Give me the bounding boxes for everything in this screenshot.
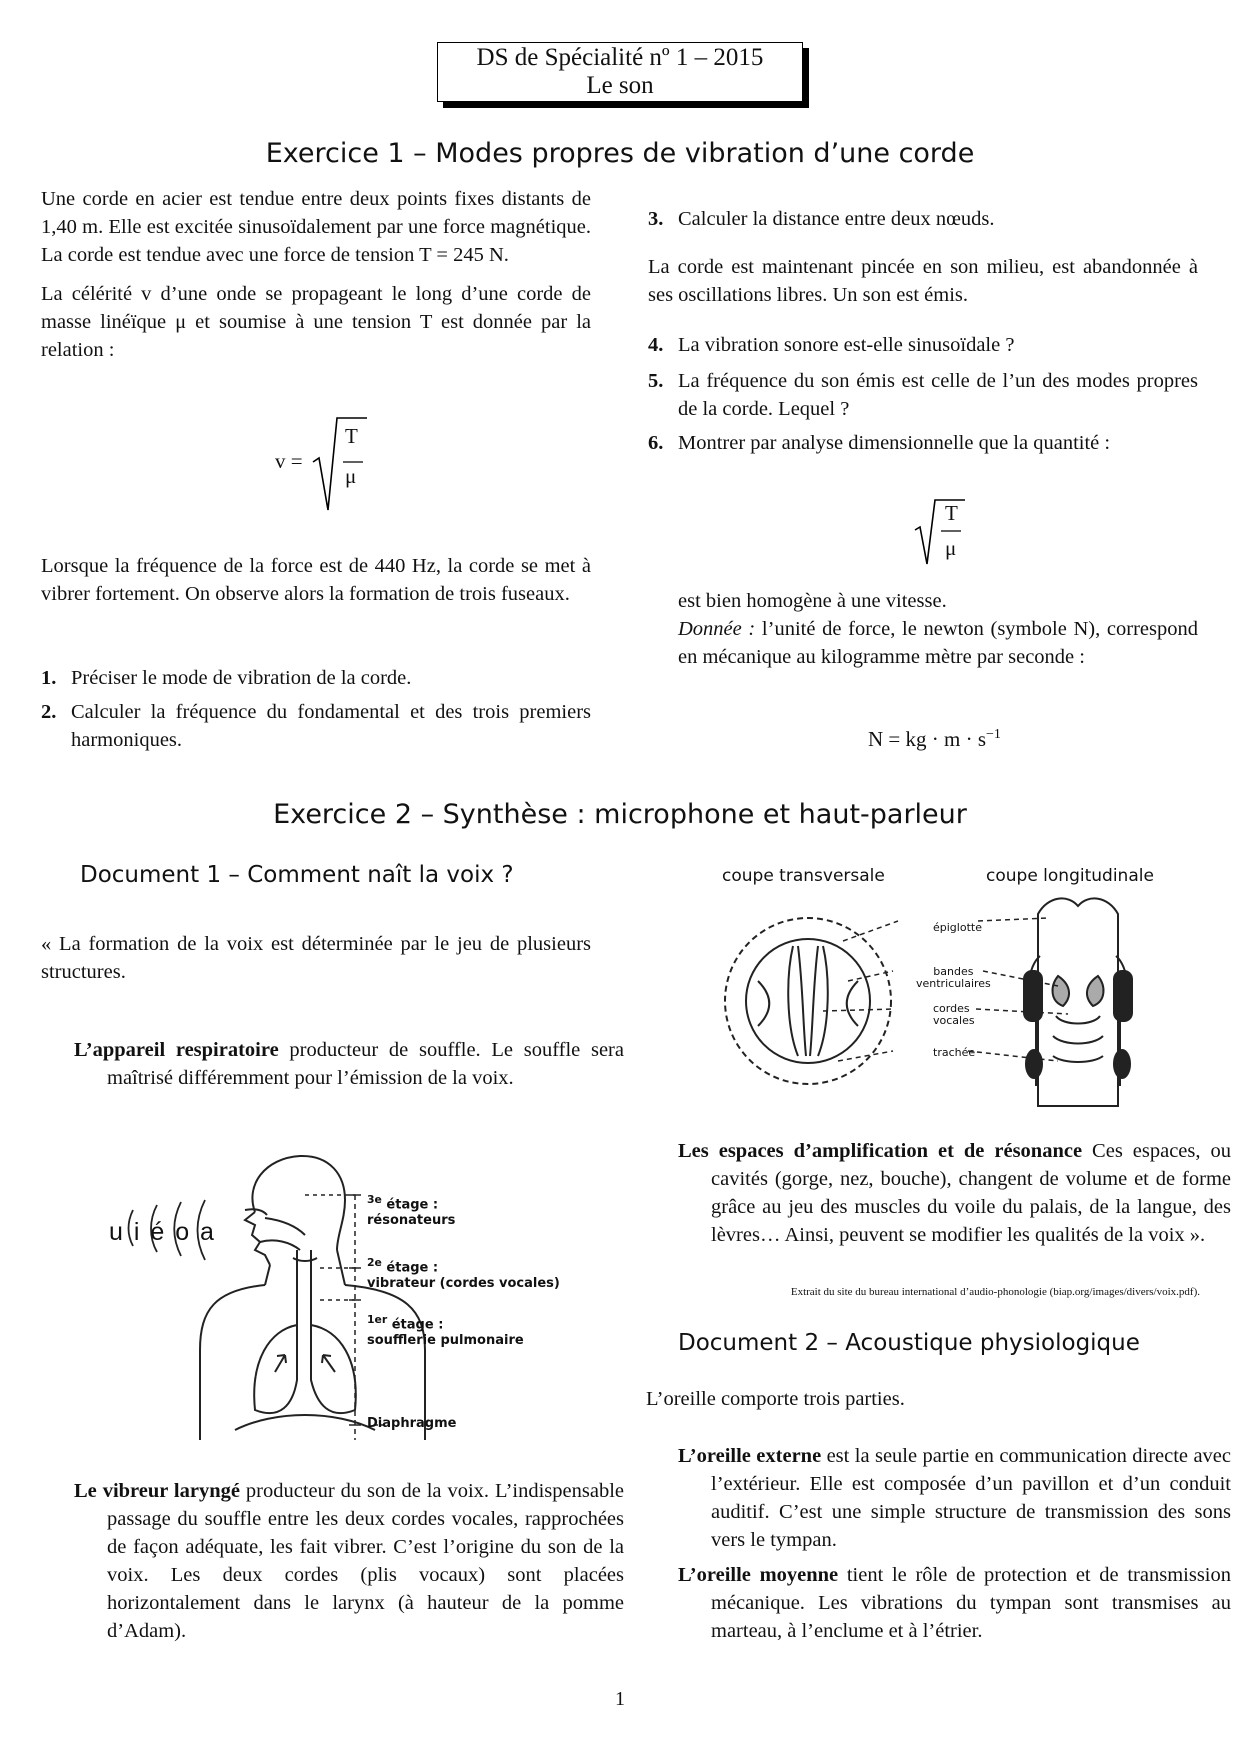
ex1-mid-text: La corde est maintenant pincée en son milieu, est abandonnée à ses oscillations libres. Un son est émis. <box>648 256 1198 306</box>
etage1-label <box>367 1312 524 1349</box>
doc1-intro: « La formation de la voix est déterminée par le jeu de plusieurs structures. <box>41 933 591 983</box>
ext-bold: L’oreille externe <box>678 1445 822 1467</box>
title-line1: DS de Spécialité nº 1 – 2015 <box>476 44 764 71</box>
formula-lhs: v = <box>275 449 303 473</box>
q6-formula <box>913 496 993 570</box>
question-number: 2. <box>41 701 57 723</box>
larynx-text: producteur du son de la voix. L’indispensable passage du souffle entre les deux cordes vocales, rapprochées de façon adéquate, les fait vibrer. C’est l’origine du son de la voix. Les deux cordes (plis vocaux) sont placées horizontalement dans le larynx (à hauteur de la pomme d’Adam). <box>107 1480 625 1642</box>
etage3-line2: résonateurs <box>367 1213 456 1229</box>
question-5 <box>648 367 1198 423</box>
oreille-moyenne <box>678 1561 1231 1645</box>
etage1-line1 <box>367 1312 524 1333</box>
newton-formula-text: N = kg · m · s <box>868 727 987 751</box>
etage3-sup: 3e <box>367 1193 382 1206</box>
etage2-label <box>367 1255 560 1292</box>
cordes-line2: vocales <box>933 1014 975 1027</box>
vowels-label: u i é o a <box>109 1218 216 1246</box>
vibreur-larynge <box>74 1477 624 1645</box>
etage3-text: étage : <box>381 1197 439 1213</box>
bandes-line2: ventriculaires <box>916 977 991 990</box>
question-3 <box>648 205 1198 233</box>
espaces-amplification <box>678 1137 1231 1249</box>
question-1 <box>41 664 591 692</box>
moy-text: tient le rôle de protection et de transmission mécanique. Les vibrations du tympan sont transmises au marteau, à l’enclume et à l’étrier. <box>711 1564 1231 1642</box>
page-number: 1 <box>615 1688 625 1710</box>
espaces-text: Ces espaces, ou cavités (gorge, nez, bouche), changent de volume et de forme grâce au jeu des muscles du voile du palais, de la langue, des lèvres… Ainsi, peuvent se modifier les qualités de la voix ». <box>711 1140 1231 1246</box>
question-text: La vibration sonore est-elle sinusoïdale ? <box>678 334 1015 356</box>
ext-text: est la seule partie en communication directe avec l’extérieur. Elle est composée d’un pavillon et d’un conduit auditif. C’est une simple structure de transmission des sons vers le tympan. <box>711 1445 1231 1551</box>
sqrt-sign <box>311 412 373 522</box>
question-number: 5. <box>648 370 664 392</box>
question-number: 1. <box>41 667 57 689</box>
formula-denominator: μ <box>945 536 957 560</box>
document2-heading: Document 2 – Acoustique physiologique <box>678 1330 1140 1356</box>
newton-exponent: −1 <box>986 727 1001 742</box>
formula-denominator: μ <box>345 464 357 488</box>
question-text: Montrer par analyse dimensionnelle que la quantité : <box>678 432 1111 454</box>
donnee-text: l’unité de force, le newton (symbole N), correspond en mécanique au kilogramme mètre par seconde : <box>678 618 1198 668</box>
coupe-transversale-label: coupe transversale <box>722 866 885 886</box>
exercise2-heading: Exercice 2 – Synthèse : microphone et haut-parleur <box>273 799 967 830</box>
resp-text: producteur de souffle. Le souffle sera maîtrisé différemment pour l’émission de la voix. <box>107 1039 624 1089</box>
ex1-intro1: Une corde en acier est tendue entre deux points fixes distants de 1,40 m. Elle est excitée sinusoïdalement par une force magnétique. La corde est tendue avec une force de tension T = 245 N. <box>41 188 591 266</box>
donnee <box>678 615 1198 671</box>
bandes-label <box>916 966 991 990</box>
title-line2: Le son <box>586 72 654 99</box>
cordes-line1: cordes <box>933 1002 970 1015</box>
etage2-text: étage : <box>381 1260 439 1276</box>
celerity-formula <box>275 412 375 522</box>
moy-bold: L’oreille moyenne <box>678 1564 839 1586</box>
exercise1-heading: Exercice 1 – Modes propres de vibration d’une corde <box>265 138 975 169</box>
oreille-externe <box>678 1442 1231 1554</box>
doc2-intro: L’oreille comporte trois parties. <box>646 1388 905 1410</box>
espaces-bold: Les espaces d’amplification et de résonance <box>678 1140 1083 1162</box>
trachee-label: trachée <box>933 1046 976 1059</box>
title-box <box>437 42 803 102</box>
ex1-intro2: La célérité v d’une onde se propageant le long d’une corde de masse linéïque μ et soumise à une tension T est donnée par la relation : <box>41 283 591 361</box>
etage2-line1 <box>367 1255 560 1276</box>
document1-heading: Document 1 – Comment naît la voix ? <box>80 862 514 888</box>
question-4 <box>648 331 1198 359</box>
epiglotte-label: épiglotte <box>933 921 982 934</box>
formula-numerator: T <box>345 424 358 448</box>
question-number: 3. <box>648 208 664 230</box>
q6-after: est bien homogène à une vitesse. <box>678 590 947 612</box>
respiratory-figure <box>105 1150 585 1440</box>
cordes-label <box>933 1003 975 1027</box>
sqrt-sign <box>913 496 975 570</box>
resp-bold: L’appareil respiratoire <box>74 1039 279 1061</box>
larynx-figure <box>718 866 1198 1114</box>
question-text: La fréquence du son émis est celle de l’un des modes propres de la corde. Lequel ? <box>678 370 1198 420</box>
formula-numerator: T <box>945 501 958 525</box>
newton-formula <box>868 727 1001 752</box>
bandes-line1: bandes <box>933 965 974 978</box>
source-citation: Extrait du site du bureau international d’audio-phonologie (biap.org/images/divers/voix.pdf). <box>790 1286 1200 1298</box>
question-6 <box>648 429 1198 457</box>
larynx-bold: Le vibreur laryngé <box>74 1480 240 1502</box>
appareil-respiratoire <box>74 1036 624 1092</box>
question-text: Calculer la fréquence du fondamental et des trois premiers harmoniques. <box>71 701 591 751</box>
etage1-sup: 1er <box>367 1313 388 1326</box>
human-torso-drawing <box>105 1150 585 1440</box>
etage1-text: étage : <box>387 1317 444 1333</box>
etage3-label <box>367 1192 455 1229</box>
etage2-line2: vibrateur (cordes vocales) <box>367 1276 560 1292</box>
donnee-label: Donnée : <box>678 618 756 640</box>
etage2-sup: 2e <box>367 1256 382 1269</box>
q6-continuation <box>678 587 1198 671</box>
diaphragme-label: Diaphragme <box>367 1416 457 1431</box>
question-2 <box>41 698 591 754</box>
ex1-left-column <box>41 185 591 364</box>
ex1-questions-left <box>41 664 591 754</box>
coupe-longitudinale-label: coupe longitudinale <box>986 866 1154 886</box>
question-number: 4. <box>648 334 664 356</box>
etage3-line1 <box>367 1192 455 1213</box>
question-text: Calculer la distance entre deux nœuds. <box>678 208 995 230</box>
question-number: 6. <box>648 432 664 454</box>
ex1-intro3: Lorsque la fréquence de la force est de 440 Hz, la corde se met à vibrer fortement. On observe alors la formation de trois fuseaux. <box>41 555 591 605</box>
question-text: Préciser le mode de vibration de la corde. <box>71 667 412 689</box>
etage1-line2: soufflerie pulmonaire <box>367 1333 524 1349</box>
ex1-right-column <box>648 205 1198 457</box>
